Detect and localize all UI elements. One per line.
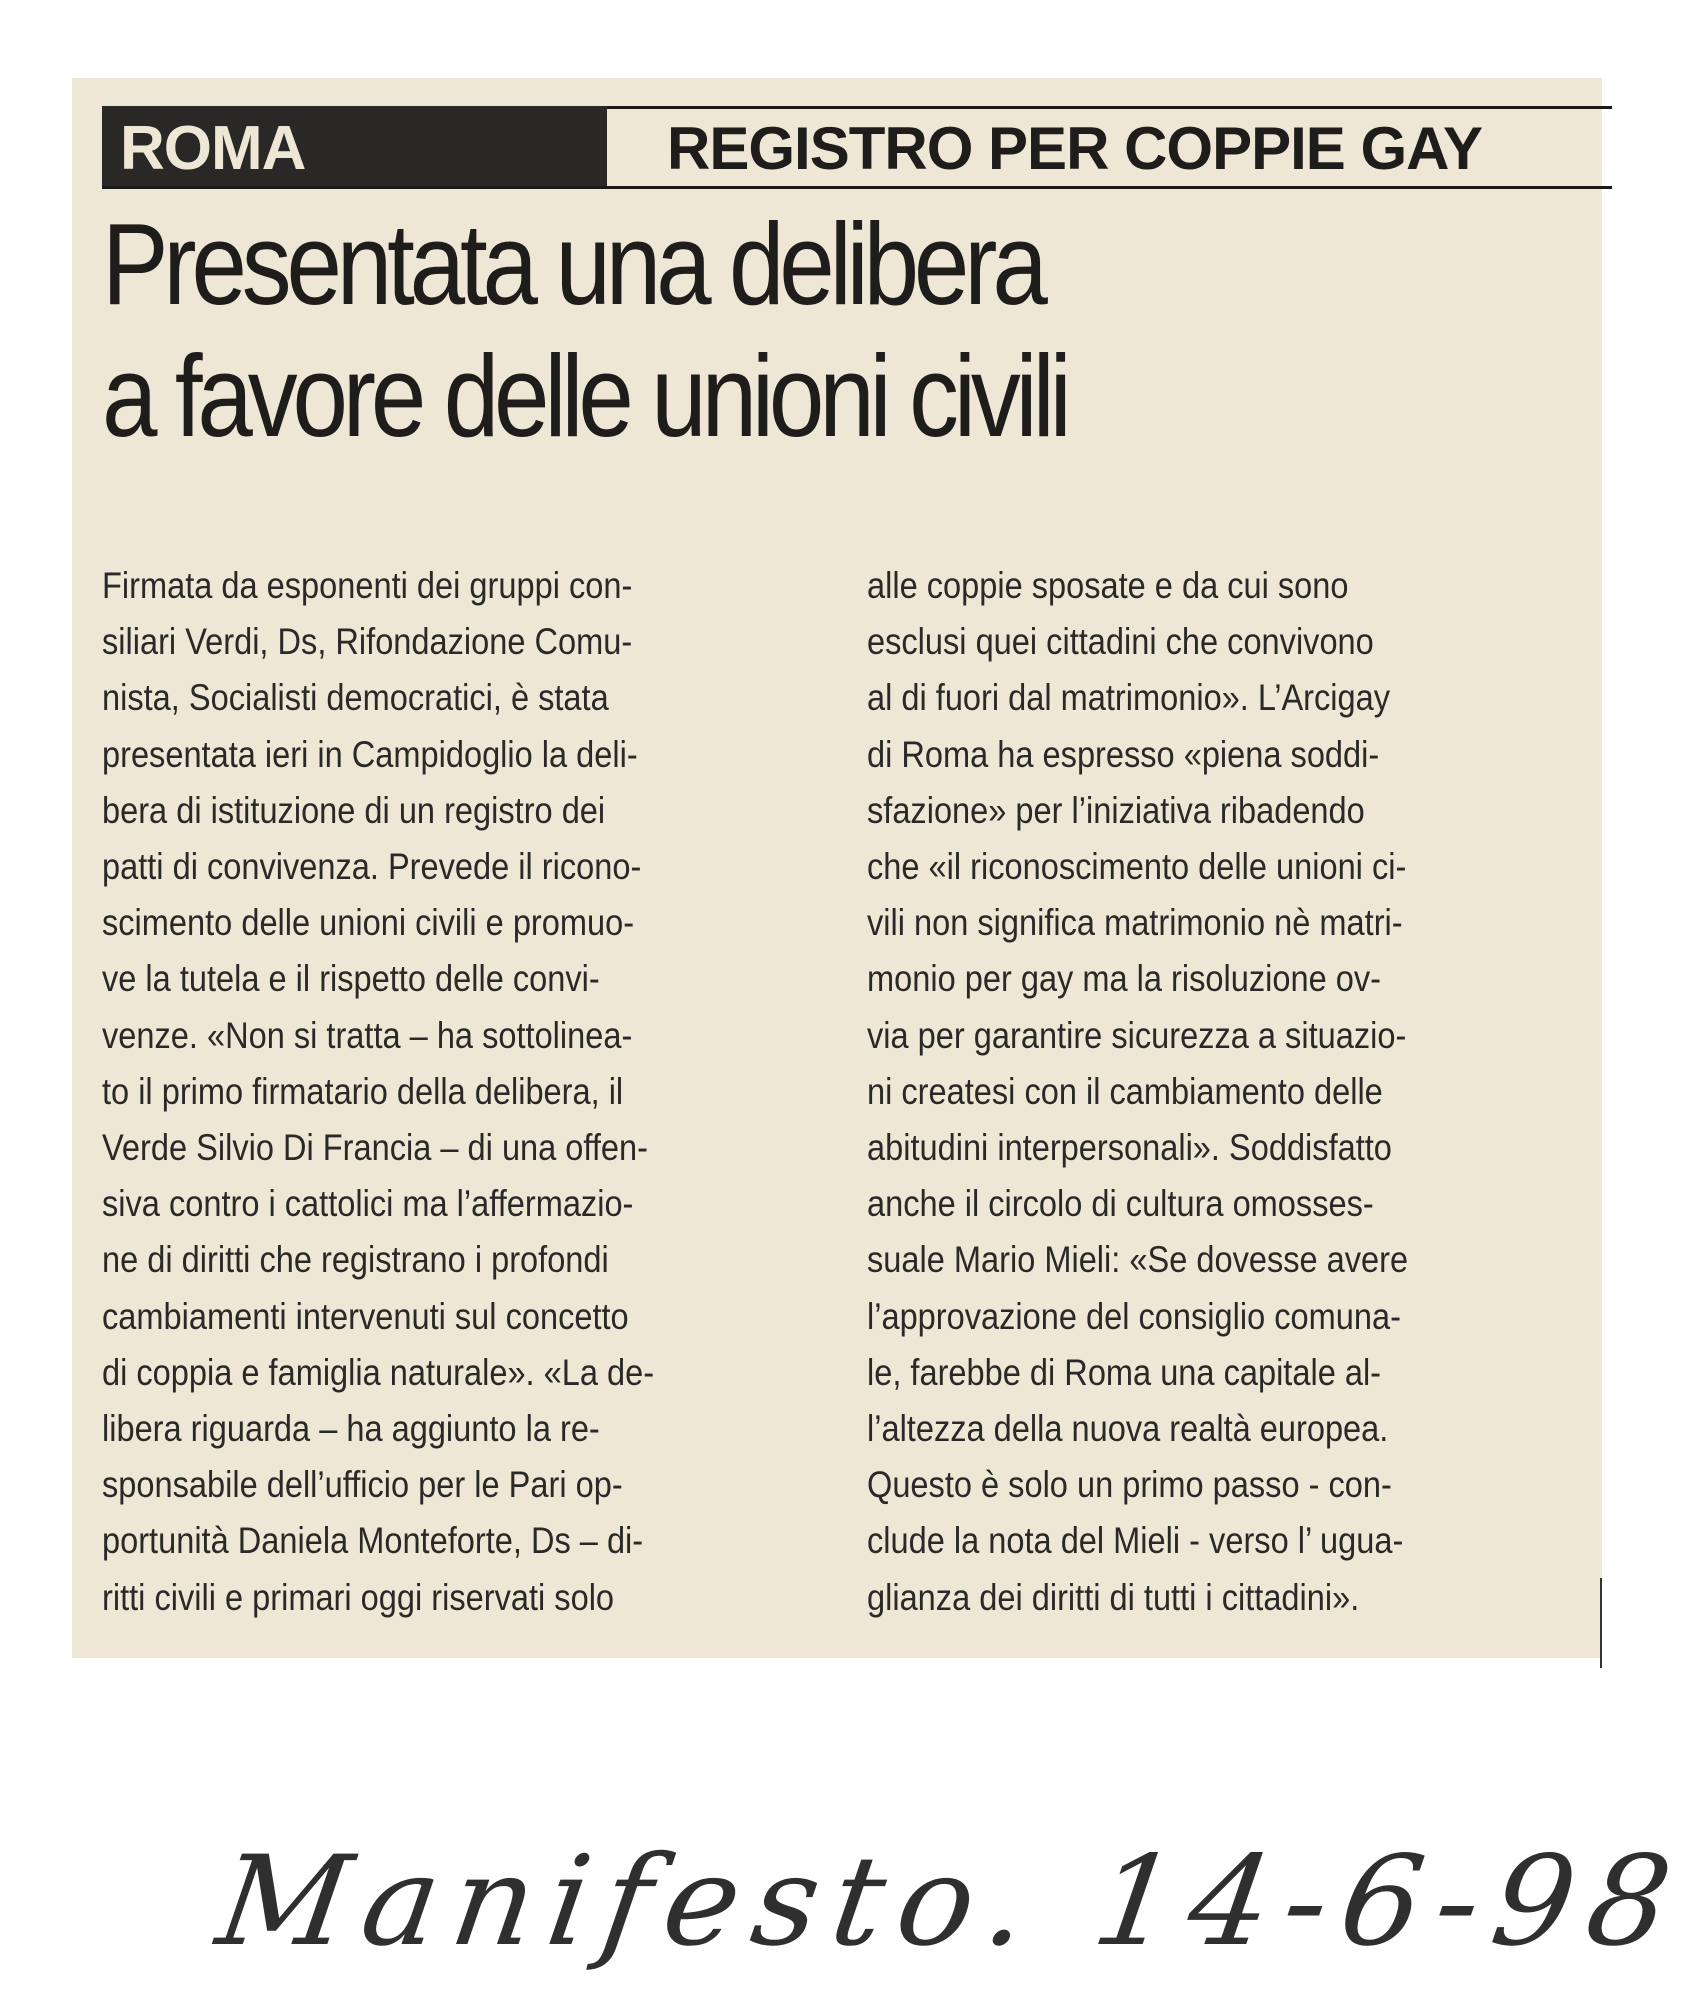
body-text-line: vili non significa matrimonio nè matri- [867, 902, 1403, 944]
body-text-line: Firmata da esponenti dei gruppi con- [102, 565, 633, 606]
body-text-line: monio per gay ma la risoluzione ov- [867, 958, 1381, 1000]
topic-label: REGISTRO PER COPPIE GAY [667, 115, 1482, 182]
body-text-line: ni createsi con il cambiamento delle [867, 1070, 1383, 1112]
body-text-line: ritti civili e primari oggi riservati solo [102, 1576, 615, 1618]
body-text-line: cambiamenti intervenuti sul concetto [102, 1295, 629, 1337]
body-column-right [867, 558, 1587, 1626]
body-text-line: al di fuori dal matrimonio». L’Arcigay [867, 677, 1391, 719]
body-text-line: presentata ieri in Campidoglio la deli- [102, 733, 638, 775]
headline [102, 198, 1358, 462]
body-text-line: portunità Daniela Monteforte, Ds – di- [102, 1520, 644, 1562]
body-text-line: di coppia e famiglia naturale». «La de- [102, 1351, 655, 1393]
body-text-line: siliari Verdi, Ds, Rifondazione Comu- [102, 621, 633, 663]
body-text-line: Verde Silvio Di Francia – di una offen- [102, 1127, 648, 1169]
body-text-line: anche il circolo di cultura omosses- [867, 1183, 1374, 1225]
body-text-line: esclusi quei cittadini che convivono [867, 621, 1374, 663]
body-text-line: sponsabile dell’ufficio per le Pari op- [102, 1464, 623, 1506]
body-text-line: suale Mario Mieli: «Se dovesse avere [867, 1239, 1409, 1281]
body-text-line: venze. «Non si tratta – ha sottolinea- [102, 1014, 633, 1056]
kicker-bar [102, 94, 1612, 189]
body-text-line: che «il riconoscimento delle unioni ci- [867, 846, 1407, 888]
body-text-line: libera riguarda – ha aggiunto la re- [102, 1408, 600, 1450]
body-text-line: sfazione» per l’iniziativa ribadendo [867, 789, 1365, 831]
body-text-line: abitudini interpersonali». Soddisfatto [867, 1127, 1392, 1169]
body-text-line: l’altezza della nuova realtà europea. [867, 1408, 1389, 1450]
newspaper-clipping [72, 78, 1602, 1658]
handwritten-source-date: Manifesto. 14-6-98 [209, 1830, 1694, 1974]
body-text-line: clude la nota del Mieli - verso l’ ugua- [867, 1520, 1404, 1562]
body-column-left [102, 558, 792, 1626]
kicker-rule-bottom [102, 186, 1612, 189]
section-label: ROMA [120, 114, 306, 183]
body-text-line: le, farebbe di Roma una capitale al- [867, 1351, 1382, 1393]
body-text-line: to il primo firmatario della delibera, il [102, 1070, 624, 1112]
body-text-line: scimento delle unioni civili e promuo- [102, 902, 635, 944]
body-text-line: Questo è solo un primo passo - con- [867, 1464, 1392, 1506]
body-text-line: patti di convivenza. Prevede il ricono- [102, 846, 642, 888]
headline-line: Presentata una delibera [102, 199, 1043, 329]
body-text-line: glianza dei diritti di tutti i cittadini». [867, 1576, 1360, 1618]
body-text-line: bera di istituzione di un registro dei [102, 789, 606, 831]
body-text-line: l’approvazione del consiglio comuna- [867, 1295, 1401, 1337]
section-label-box [102, 106, 607, 189]
body-text-line: ve la tutela e il rispetto delle convi- [102, 958, 600, 1000]
body-text-line: di Roma ha espresso «piena soddi- [867, 733, 1380, 775]
body-text-line: nista, Socialisti democratici, è stata [102, 677, 609, 719]
body-text-line: siva contro i cattolici ma l’affermazio- [102, 1183, 634, 1225]
column-end-rule [1600, 1578, 1602, 1668]
body-text-line: via per garantire sicurezza a situazio- [867, 1014, 1407, 1056]
body-text-line: alle coppie sposate e da cui sono [867, 565, 1349, 606]
body-text-line: ne di diritti che registrano i profondi [102, 1239, 609, 1281]
handwritten-annotation [209, 1830, 1694, 1990]
headline-line: a favore delle unioni civili [102, 331, 1067, 461]
